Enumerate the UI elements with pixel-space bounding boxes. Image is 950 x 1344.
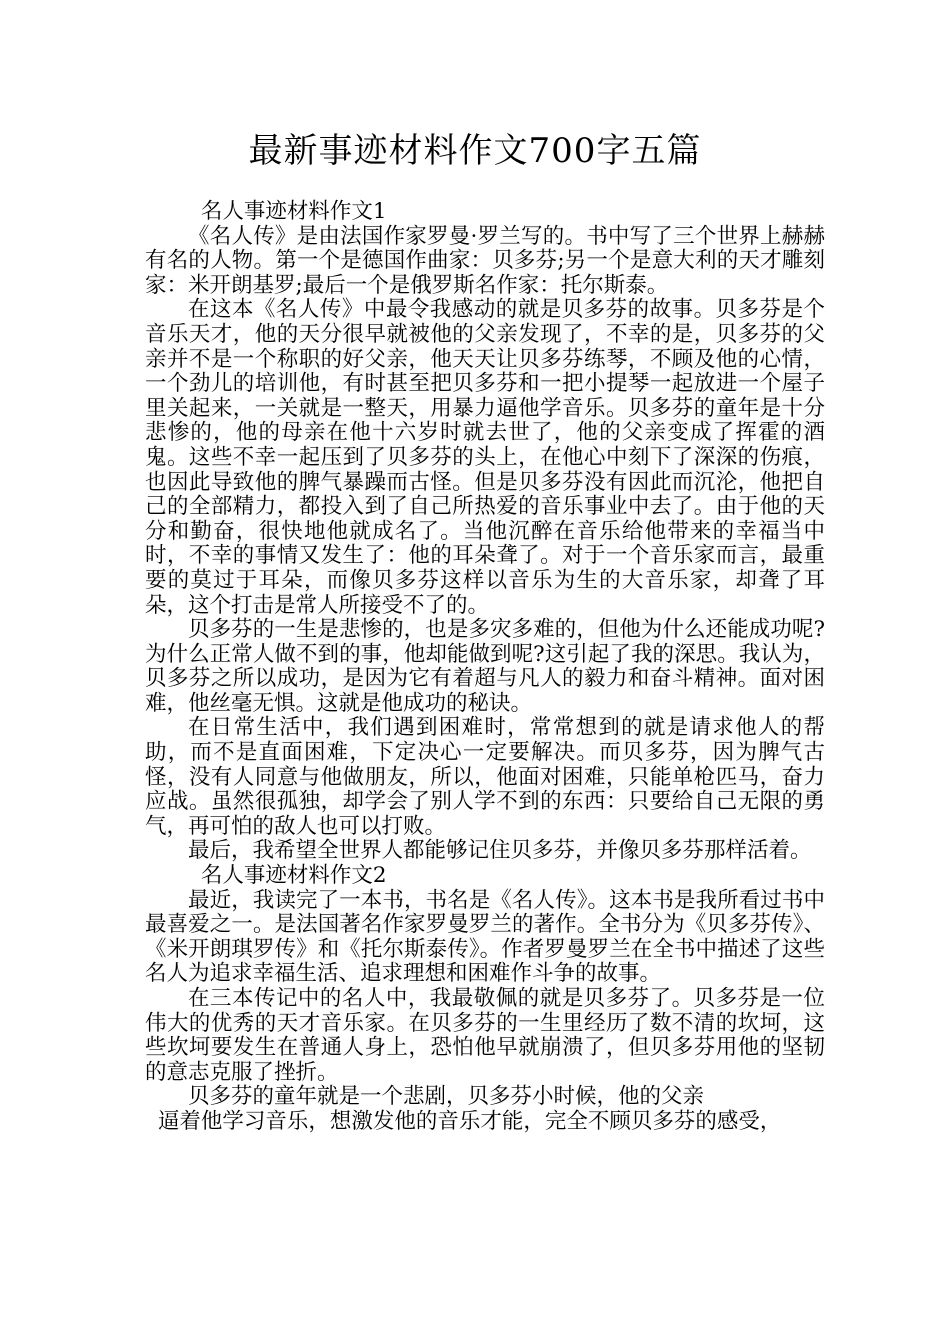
paragraph: 最后，我希望全世界人都能够记住贝多芬，并像贝多芬那样活着。 [188,838,812,864]
section-heading: 名人事迹材料作文2 [200,863,387,889]
paragraph: 《名人传》是由法国作家罗曼·罗兰写的。书中写了三个世界上赫赫有名的人物。第一个是德国作曲家：贝多芬;另一个是意大利的天才雕刻家：米开朗基罗;最后一个是俄罗斯名作家：托尔斯泰。 [145,223,825,298]
paragraph: 最近，我读完了一本书，书名是《名人传》。这本书是我所看过书中最喜爱之一。是法国著名作家罗曼罗兰的著作。全书分为《贝多芬传》、《米开朗琪罗传》和《托尔斯泰传》。作者罗曼罗兰在全书中描述了这些名人为追求幸福生活、追求理想和困难作斗争的故事。 [145,887,825,987]
paragraph: 在三本传记中的名人中，我最敬佩的就是贝多芬了。贝多芬是一位伟大的优秀的天才音乐家。在贝多芬的一生里经历了数不清的坎坷，这些坎坷要发生在普通人身上，恐怕他早就崩溃了，但贝多芬用他的坚韧的意志克服了挫折。 [145,986,825,1085]
paragraph-continuation: 逼着他学习音乐，想激发他的音乐才能，完全不顾贝多芬的感受， [157,1108,782,1134]
paragraph: 贝多芬的童年就是一个悲剧，贝多芬小时候，他的父亲 [188,1084,705,1110]
paragraph: 在这本《名人传》中最令我感动的就是贝多芬的故事。贝多芬是个音乐天才，他的天分很早就被他的父亲发现了，不幸的是，贝多芬的父亲并不是一个称职的好父亲，他天天让贝多芬练琴，不顾及他的心情，一个劲儿的培训他，有时甚至把贝多芬和一把小提琴一起放进一个屋子里关起来，一关就是一整天，用暴力逼他学音乐。贝多芬的童年是十分悲惨的，他的母亲在他十六岁时就去世了，他的父亲变成了挥霍的酒鬼。这些不幸一起压到了贝多芬的头上，在他心中刻下了深深的伤痕，也因此导致他的脾气暴躁而古怪。但是贝多芬没有因此而沉沦，他把自己的全部精力，都投入到了自己所热爱的音乐事业中去了。由于他的天分和勤奋，很快地他就成名了。当他沉醉在音乐给他带来的幸福当中时，不幸的事情又发生了：他的耳朵聋了。对于一个音乐家而言，最重要的莫过于耳朵，而像贝多芬这样以音乐为生的大音乐家，却聋了耳朵，这个打击是常人所接受不了的。 [145,297,825,618]
paragraph: 在日常生活中，我们遇到困难时，常常想到的就是请求他人的帮助，而不是直面困难，下定决心一定要解决。而贝多芬，因为脾气古怪，没有人同意与他做朋友，所以，他面对困难，只能单枪匹马，奋力应战。虽然很孤独，却学会了别人学不到的东西：只要给自己无限的勇气，再可怕的敌人也可以打败。 [145,715,825,839]
document-body [145,200,825,1135]
section-heading: 名人事迹材料作文1 [200,199,387,224]
document-title: 最新事迹材料作文700字五篇 [248,131,702,171]
paragraph: 贝多芬的一生是悲惨的，也是多灾多难的，但他为什么还能成功呢?为什么正常人做不到的事，他却能做到呢?这引起了我的深思。我认为，贝多芬之所以成功，是因为它有着超与凡人的毅力和奋斗精神。面对困难，他丝毫无惧。这就是他成功的秘诀。 [145,617,825,716]
